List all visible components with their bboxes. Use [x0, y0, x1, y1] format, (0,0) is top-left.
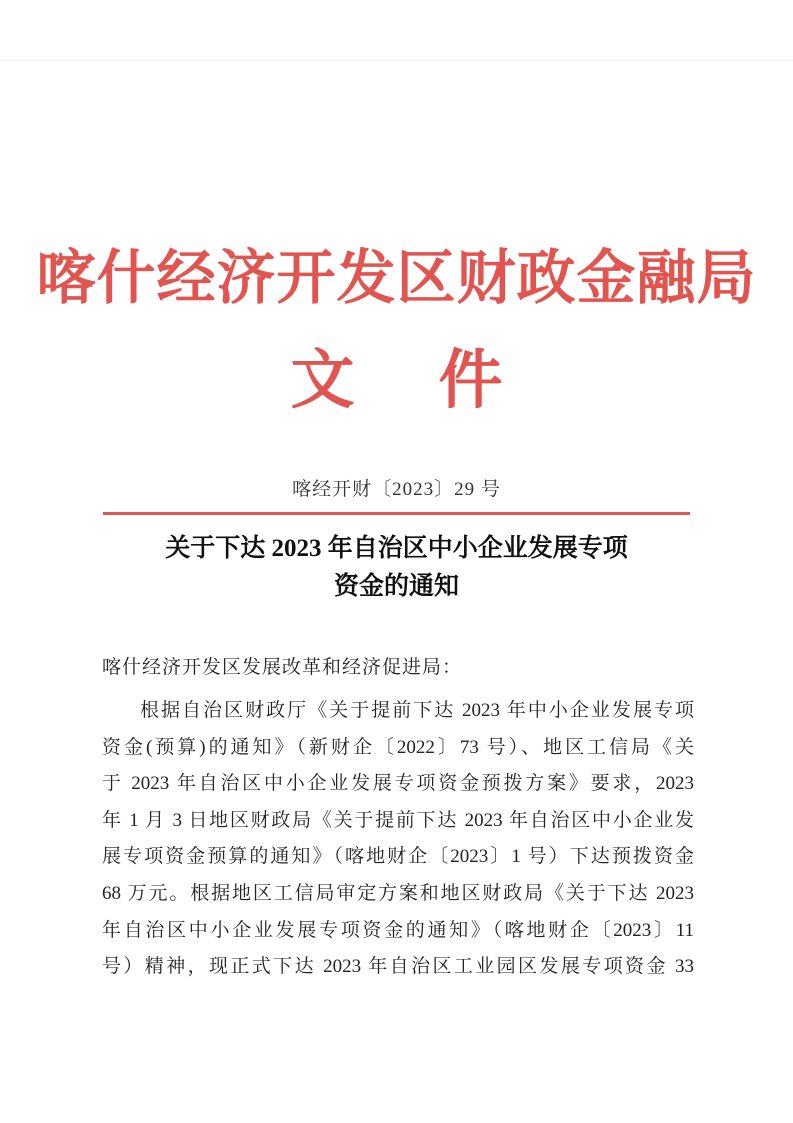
document-label — [0, 338, 793, 424]
document-number: 喀经开财〔2023〕29 号 — [292, 479, 501, 500]
agency-title: 喀什经济开发区财政金融局 — [36, 243, 757, 312]
document-label-right: 件 — [438, 343, 503, 418]
red-separator-rule — [103, 512, 690, 515]
body-line: 年 1 月 3 日地区财政局《关于提前下达 2023 年自治区中小企业发 — [102, 809, 694, 831]
document-title-line-2: 资金的通知 — [333, 573, 459, 600]
body-line: 展专项资金预算的通知》（喀地财企〔2023〕1 号）下达预拨资金 — [102, 846, 694, 868]
document-title — [80, 530, 713, 606]
addressee: 喀什经济开发区发展改革和经济促进局： — [102, 657, 463, 678]
document-title-line-1: 关于下达 2023 年自治区中小企业发展专项 — [165, 535, 628, 562]
body-line: 资金(预算)的通知》（新财企〔2022〕73 号）、地区工信局《关 — [102, 736, 694, 758]
body-line: 号）精神，现正式下达 2023 年自治区工业园区发展专项资金 33 — [102, 956, 694, 978]
document-label-left: 文 — [290, 343, 355, 418]
top-divider — [0, 60, 793, 61]
body-paragraph — [102, 693, 694, 986]
body-line: 年自治区中小企业发展专项资金的通知》（喀地财企〔2023〕11 — [102, 919, 694, 941]
body-line: 根据自治区财政厅《关于提前下达 2023 年中小企业发展专项 — [140, 700, 694, 721]
body-line: 68 万元。根据地区工信局审定方案和地区财政局《关于下达 2023 — [102, 882, 694, 904]
body-line: 于 2023 年自治区中小企业发展专项资金预拨方案》要求，2023 — [102, 773, 694, 795]
